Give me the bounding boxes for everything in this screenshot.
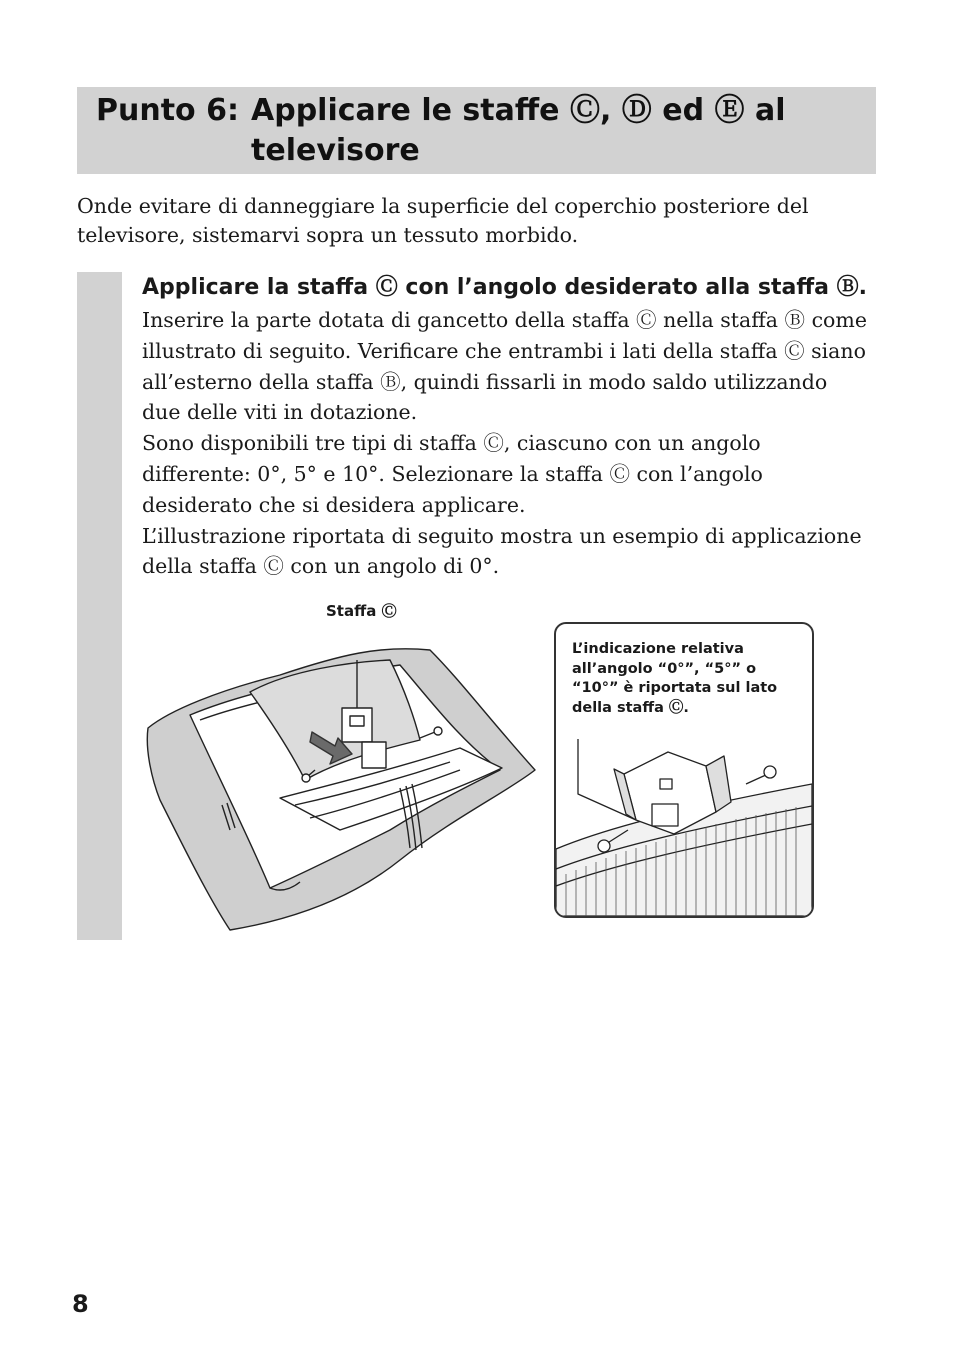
bracket-c-label: Staffa Ⓒ [326,602,397,620]
instruction-body [142,305,872,582]
page-number: 8 [72,1290,89,1318]
instruction-paragraph: Inserire la parte dotata di gancetto della staffa Ⓒ nella staffa Ⓑ come illustrato di seguito. Verificare che entrambi i lati della staffa Ⓒ siano all’esterno della staffa Ⓑ, quindi fissarli in modo saldo utilizzando due delle viti in dotazione. [142,308,867,425]
angle-marking-caption: L’indicazione relativa all’angolo “0°”, “5°” o “10°” è riportata sul lato della staffa Ⓒ. [572,641,778,716]
intro-paragraph: Onde evitare di danneggiare la superficie del coperchio posteriore del televisore, sistemarvi sopra un tessuto morbido. [77,194,809,247]
step-title: Applicare le staffe Ⓒ, Ⓓ ed Ⓔ al televisore [251,93,786,168]
step-side-bar [77,272,122,940]
angle-marking-detail-box [554,622,814,918]
step-number: Punto 6: [96,93,239,128]
instruction-paragraph: L’illustrazione riportata di seguito mostra un esempio di applicazione della staffa Ⓒ con un angolo di 0°. [142,523,862,579]
tv-bracket-illustration [130,620,540,935]
instruction-paragraph: Sono disponibili tre tipi di staffa Ⓒ, ciascuno con un angolo differente: 0°, 5° e 10°. Selezionare la staffa Ⓒ con l’angolo desiderato che si desidera applicare. [142,431,763,517]
instruction-heading: Applicare la staffa Ⓒ con l’angolo desiderato alla staffa Ⓑ. [142,275,868,300]
